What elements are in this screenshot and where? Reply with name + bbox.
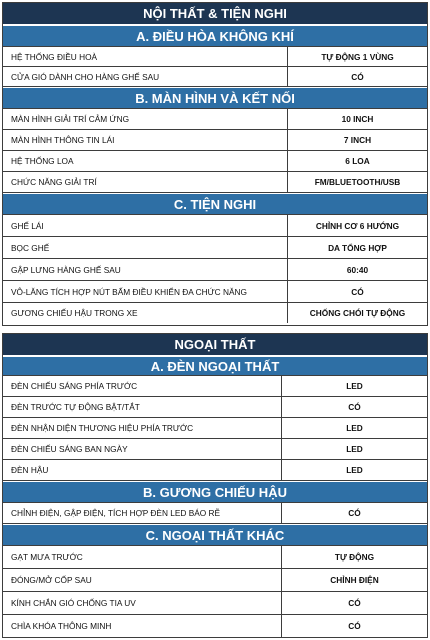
row-label: ĐÓNG/MỞ CỐP SAU bbox=[11, 575, 92, 585]
exterior-table bbox=[2, 333, 428, 638]
row-value: TỰ ĐỘNG bbox=[281, 546, 427, 568]
table-row bbox=[3, 439, 427, 460]
table-row bbox=[3, 47, 427, 67]
row-value: DA TỔNG HỢP bbox=[287, 237, 427, 258]
row-value: CHỈNH CƠ 6 HƯỚNG bbox=[287, 215, 427, 236]
row-label: MÀN HÌNH THÔNG TIN LÁI bbox=[11, 135, 115, 145]
exterior-title: NGOẠI THẤT bbox=[3, 334, 427, 356]
table-row bbox=[3, 259, 427, 281]
row-label: CHÌA KHÓA THÔNG MINH bbox=[11, 621, 112, 631]
section-header-air-conditioning: A. ĐIỀU HÒA KHÔNG KHÍ bbox=[3, 25, 427, 47]
row-value: FM/BLUETOOTH/USB bbox=[287, 172, 427, 192]
row-label: CHỈNH ĐIỆN, GẬP ĐIỆN, TÍCH HỢP ĐÈN LED BÁO RẼ bbox=[11, 508, 221, 518]
row-label: KÍNH CHẮN GIÓ CHỐNG TIA UV bbox=[11, 598, 136, 608]
table-row bbox=[3, 172, 427, 193]
interior-table bbox=[2, 2, 428, 326]
section-header-other-exterior: C. NGOẠI THẤT KHÁC bbox=[3, 524, 427, 546]
row-value: CÓ bbox=[281, 397, 427, 417]
row-label: GƯƠNG CHIẾU HẬU TRONG XE bbox=[11, 308, 138, 318]
table-row bbox=[3, 215, 427, 237]
row-value: 60:40 bbox=[287, 259, 427, 280]
row-value: 10 INCH bbox=[287, 109, 427, 129]
row-label: CHỨC NĂNG GIẢI TRÍ bbox=[11, 177, 97, 187]
table-row bbox=[3, 592, 427, 615]
row-value: CÓ bbox=[281, 592, 427, 614]
row-value: CÓ bbox=[281, 503, 427, 523]
row-label: HỆ THỐNG LOA bbox=[11, 156, 74, 166]
row-value: LED bbox=[281, 376, 427, 396]
row-label: ĐÈN CHIẾU SÁNG BAN NGÀY bbox=[11, 444, 128, 454]
table-row bbox=[3, 281, 427, 303]
table-row bbox=[3, 130, 427, 151]
row-label: BỌC GHẾ bbox=[11, 242, 50, 253]
row-label: VÔ-LĂNG TÍCH HỢP NÚT BẤM ĐIỀU KHIỂN ĐA CHỨC NĂNG bbox=[11, 286, 247, 297]
table-row bbox=[3, 460, 427, 481]
row-label: ĐÈN CHIẾU SÁNG PHÍA TRƯỚC bbox=[11, 381, 138, 391]
table-row bbox=[3, 151, 427, 172]
row-label: MÀN HÌNH GIẢI TRÍ CẢM ỨNG bbox=[11, 114, 130, 124]
row-value: TỰ ĐỘNG 1 VÙNG bbox=[287, 47, 427, 66]
row-value: LED bbox=[281, 460, 427, 480]
row-value: 7 INCH bbox=[287, 130, 427, 150]
row-label: ĐÈN NHẬN DIỆN THƯƠNG HIỆU PHÍA TRƯỚC bbox=[11, 423, 194, 433]
row-value: CHỐNG CHÓI TỰ ĐỘNG bbox=[287, 303, 427, 323]
table-row bbox=[3, 546, 427, 569]
row-value: LED bbox=[281, 418, 427, 438]
table-row bbox=[3, 109, 427, 130]
table-row bbox=[3, 237, 427, 259]
table-row bbox=[3, 303, 427, 323]
row-value: 6 LOA bbox=[287, 151, 427, 171]
table-row bbox=[3, 418, 427, 439]
table-row bbox=[3, 397, 427, 418]
row-label: ĐÈN HẬU bbox=[11, 465, 49, 475]
row-value: CÓ bbox=[281, 615, 427, 637]
section-header-exterior-lights: A. ĐÈN NGOẠI THẤT bbox=[3, 356, 427, 376]
table-row bbox=[3, 503, 427, 524]
section-header-amenities: C. TIỆN NGHI bbox=[3, 193, 427, 215]
table-row bbox=[3, 569, 427, 592]
row-value: CÓ bbox=[287, 67, 427, 86]
row-label: HỆ THỐNG ĐIỀU HOÀ bbox=[11, 51, 98, 62]
section-header-mirrors: B. GƯƠNG CHIẾU HẬU bbox=[3, 481, 427, 503]
row-value: CHỈNH ĐIỆN bbox=[281, 569, 427, 591]
row-value: CÓ bbox=[287, 281, 427, 302]
row-label: CỬA GIÓ DÀNH CHO HÀNG GHẾ SAU bbox=[11, 71, 160, 82]
row-label: GẬP LƯNG HÀNG GHẾ SAU bbox=[11, 264, 121, 275]
row-label: GHẾ LÁI bbox=[11, 220, 44, 231]
section-header-screen-connectivity: B. MÀN HÌNH VÀ KẾT NỐI bbox=[3, 87, 427, 109]
row-label: GẠT MƯA TRƯỚC bbox=[11, 552, 83, 562]
row-label: ĐÈN TRƯỚC TỰ ĐỘNG BẬT/TẮT bbox=[11, 402, 140, 412]
table-row bbox=[3, 67, 427, 87]
table-row bbox=[3, 376, 427, 397]
table-row bbox=[3, 615, 427, 637]
interior-title: NỘI THẤT & TIỆN NGHI bbox=[3, 3, 427, 25]
row-value: LED bbox=[281, 439, 427, 459]
